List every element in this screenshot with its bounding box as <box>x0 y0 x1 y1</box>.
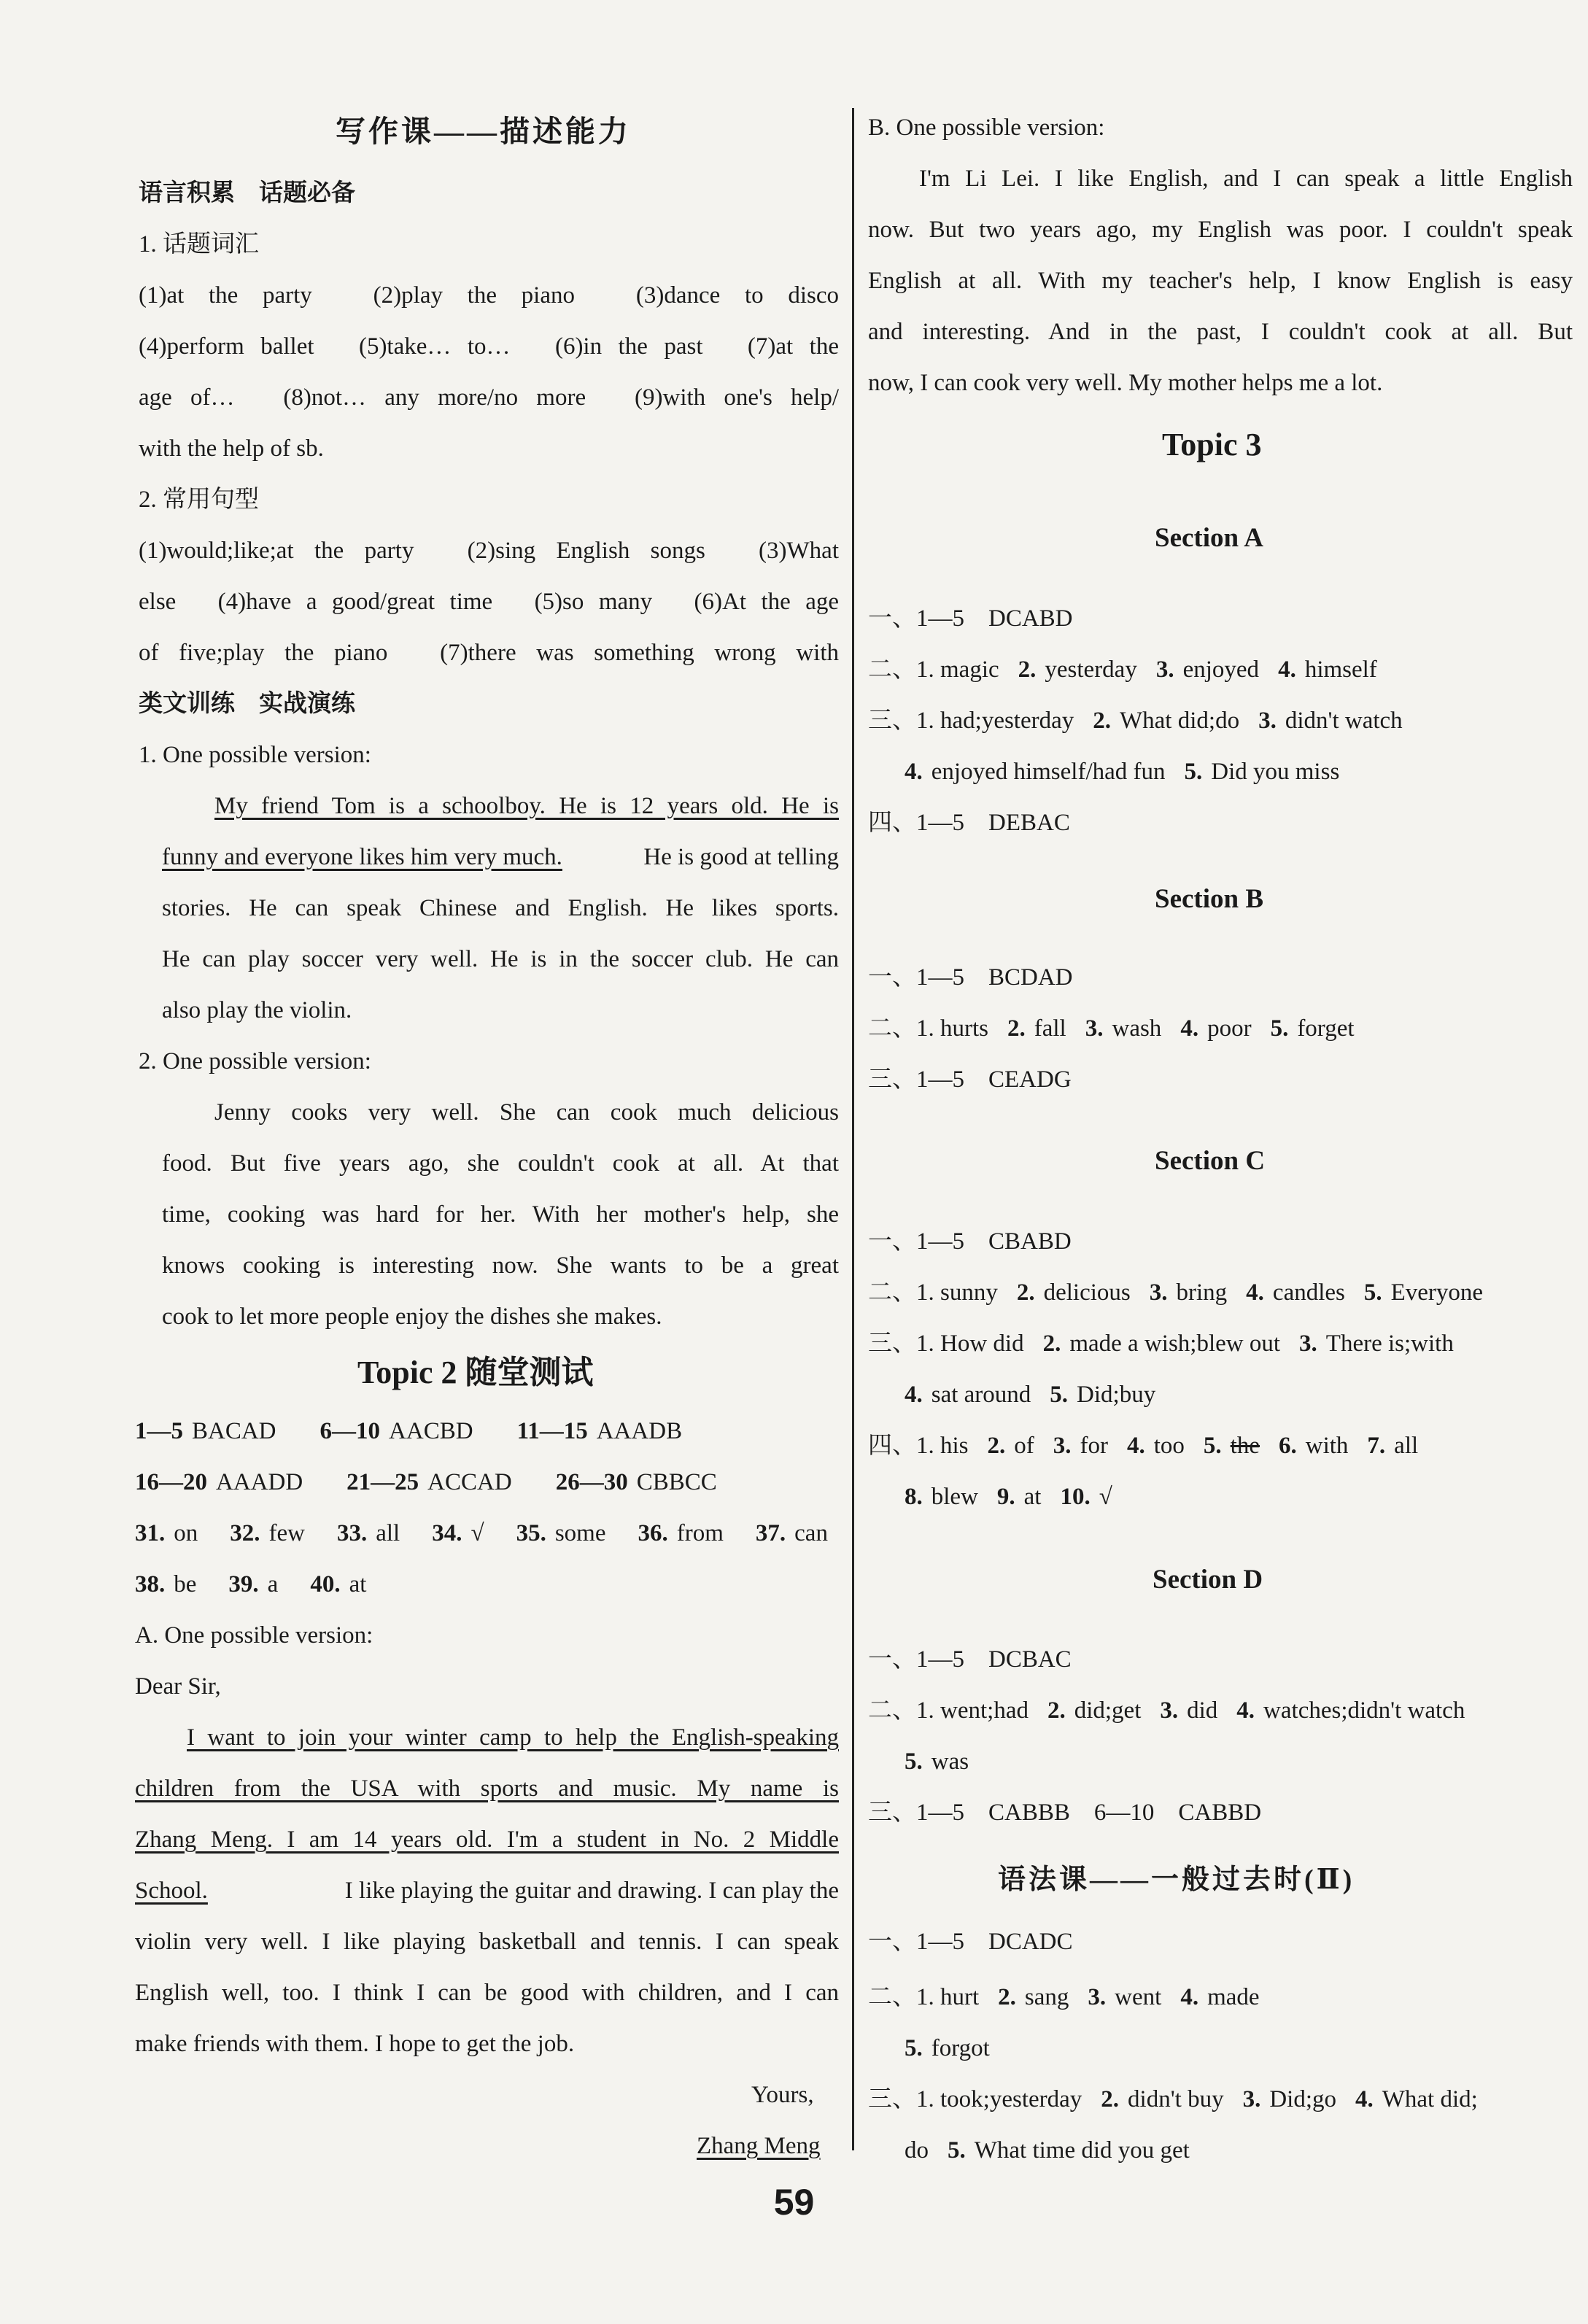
answer-number: 40. <box>310 1571 341 1597</box>
answer-value: took;yesterday <box>940 2086 1082 2112</box>
answer-row <box>905 1380 1155 1409</box>
answer-value: √ <box>470 1520 484 1546</box>
essay-line: time, cooking was hard for her. With her mother's help, she <box>162 1201 839 1228</box>
answer-number: 9. <box>996 1484 1015 1510</box>
answer-number: 3. <box>1299 1331 1317 1357</box>
essay-line: cook to let more people enjoy the dishes she makes. <box>162 1304 662 1330</box>
answer-number: 三、1. <box>868 708 934 734</box>
answer-value: didn't buy <box>1128 2086 1224 2112</box>
answer-number: 37. <box>755 1520 786 1546</box>
answer-value: watches;didn't watch <box>1263 1697 1465 1724</box>
answer-number: 8. <box>905 1484 923 1510</box>
answer-number: 3. <box>1085 1015 1104 1042</box>
letter-closing: Yours, <box>751 2082 814 2108</box>
answer-number: 3. <box>1258 708 1277 734</box>
answer-row: 四、1—5 DEBAC <box>868 810 1070 836</box>
answer-value: at <box>349 1571 367 1597</box>
answer-value: from <box>676 1520 724 1546</box>
essay-line: My friend Tom is a schoolboy. He is 12 years old. He is <box>214 793 839 819</box>
answer-number: 4. <box>1180 1984 1199 2010</box>
essay-line: stories. He can speak Chinese and English. He likes sports. <box>162 895 839 921</box>
answer-value: hurts <box>940 1015 988 1042</box>
answer-value: enjoyed himself/had fun <box>931 759 1166 785</box>
practice-heading: 类文训练 实战演练 <box>139 691 355 717</box>
answer-row <box>905 1747 969 1776</box>
answer-value: magic <box>940 656 999 683</box>
answer-value: AAADB <box>596 1418 683 1444</box>
essay-line: Jenny cooks very well. She can cook much delicious <box>214 1099 839 1126</box>
answer-row <box>905 2034 990 2063</box>
letter-line: violin very well. I like playing basketball and tennis. I can speak <box>135 1929 839 1955</box>
answer-value: on <box>174 1520 198 1546</box>
answer-text: do <box>905 2137 929 2164</box>
answer-value: What did;do <box>1120 708 1240 734</box>
answer-row: 一、1—5 DCABD <box>868 605 1073 632</box>
answer-number: 4. <box>1180 1015 1199 1042</box>
answer-value: sunny <box>940 1279 998 1306</box>
answer-number: 4. <box>1246 1279 1264 1306</box>
answer-number: 2. <box>1016 1279 1035 1306</box>
answer-row <box>868 706 1403 735</box>
answer-value: poor <box>1207 1015 1252 1042</box>
answer-value: ACCAD <box>427 1469 512 1495</box>
version-label: 2. One possible version: <box>139 1048 371 1074</box>
letter-line <box>135 1876 839 1905</box>
answer-value: was <box>931 1748 969 1775</box>
answer-number: 11—15 <box>516 1418 588 1444</box>
answer-number: 4. <box>905 1382 923 1408</box>
sentence-line: of five;play the piano (7)there was something wrong with <box>139 640 839 666</box>
essay-line: English at all. With my teacher's help, I know English is easy <box>868 268 1573 294</box>
answer-row <box>135 1417 682 1446</box>
answer-value: AAADD <box>216 1469 303 1495</box>
answer-number: 5. <box>905 1748 923 1775</box>
vocab-line: (4)perform ballet (5)take… to… (6)in the past (7)at the <box>139 333 839 360</box>
writing-title: 写作课——描述能力 <box>336 115 631 148</box>
answer-value: of <box>1014 1433 1034 1459</box>
answer-value: Did;buy <box>1077 1382 1156 1408</box>
answer-value: hurt <box>940 1984 980 2010</box>
answer-number: 7. <box>1367 1433 1386 1459</box>
answer-value: delicious <box>1043 1279 1131 1306</box>
answer-value: himself <box>1304 656 1377 683</box>
answer-number: 3. <box>1088 1984 1107 2010</box>
section-d-heading: Section D <box>1153 1565 1263 1595</box>
answer-number: 四、1. <box>868 1433 934 1459</box>
essay-line: He can play soccer very well. He is in the soccer club. He can <box>162 946 839 972</box>
answer-value: too <box>1153 1433 1185 1459</box>
answer-number: 2. <box>998 1984 1016 2010</box>
answer-value: with <box>1305 1433 1349 1459</box>
answer-value: How did <box>940 1331 1024 1357</box>
answer-row <box>135 1570 366 1599</box>
answer-number: 34. <box>432 1520 462 1546</box>
answer-number: 4. <box>1278 656 1296 683</box>
answer-value: forget <box>1297 1015 1355 1042</box>
answer-value: forgot <box>931 2035 990 2061</box>
grammar-heading: 语法课——一般过去时(Ⅱ) <box>998 1864 1355 1895</box>
essay-underlined-text: funny and everyone likes him very much. <box>162 844 562 870</box>
essay-line: I'm Li Lei. I like English, and I can speak a little English <box>919 166 1573 192</box>
answer-number: 16—20 <box>135 1469 207 1495</box>
answer-number: 2. <box>1042 1331 1061 1357</box>
answer-number: 三、1. <box>868 2086 934 2112</box>
answer-row <box>868 1983 1260 2012</box>
answer-number: 5. <box>1050 1382 1069 1408</box>
answer-row <box>868 655 1377 684</box>
answer-number: 5. <box>1363 1279 1382 1306</box>
answer-row <box>868 1278 1483 1307</box>
answer-value: sang <box>1024 1984 1069 2010</box>
answer-number: 4. <box>1236 1697 1255 1724</box>
letter-underlined-text: School. <box>135 1878 208 1904</box>
answer-number: 4. <box>1355 2086 1374 2112</box>
topic3-heading: Topic 3 <box>1162 427 1262 462</box>
answer-value: made <box>1207 1984 1260 2010</box>
answer-value: went;had <box>940 1697 1029 1724</box>
topic2-heading: Topic 2 随堂测试 <box>357 1355 594 1390</box>
answer-value: bring <box>1176 1279 1228 1306</box>
section-c-heading: Section C <box>1155 1146 1266 1176</box>
essay-line: also play the violin. <box>162 997 352 1023</box>
version-label: B. One possible version: <box>868 115 1105 141</box>
answer-row: 一、1—5 BCDAD <box>868 964 1073 991</box>
answer-row: 一、1—5 DCBAC <box>868 1646 1072 1673</box>
answer-row <box>905 1482 1112 1511</box>
answer-value: had;yesterday <box>940 708 1074 734</box>
answer-value: didn't watch <box>1285 708 1403 734</box>
answer-value: few <box>268 1520 305 1546</box>
letter-line: I want to join your winter camp to help the English-speaking <box>187 1724 839 1751</box>
answer-row: 一、1—5 DCADC <box>868 1929 1073 1955</box>
answer-number: 4. <box>905 759 923 785</box>
version-label: A. One possible version: <box>135 1622 373 1649</box>
answer-number: 38. <box>135 1571 166 1597</box>
answer-number: 31. <box>135 1520 166 1546</box>
answer-value: sat around <box>931 1382 1031 1408</box>
answer-value: some <box>554 1520 606 1546</box>
sentence-heading: 2. 常用句型 <box>139 487 259 513</box>
answer-number: 4. <box>1127 1433 1145 1459</box>
letter-line: Zhang Meng. I am 14 years old. I'm a student in No. 2 Middle <box>135 1827 839 1853</box>
answer-number: 35. <box>516 1520 546 1546</box>
page-number: 59 <box>773 2182 815 2223</box>
answer-number: 2. <box>1018 656 1037 683</box>
sentence-line: else (4)have a good/great time (5)so many (6)At the age <box>139 589 839 615</box>
vocab-line: age of… (8)not… any more/no more (9)with one's help/ <box>139 384 839 411</box>
essay-line <box>162 843 839 872</box>
answer-row: 三、1—5 CABBB 6—10 CABBD <box>868 1800 1262 1826</box>
answer-value: the <box>1230 1433 1260 1459</box>
answer-value: CBBCC <box>636 1469 717 1495</box>
answer-number: 6. <box>1279 1433 1297 1459</box>
answer-number: 三、1. <box>868 1331 934 1357</box>
essay-line: food. But five years ago, she couldn't cook at all. At that <box>162 1150 839 1177</box>
answer-value: Did you miss <box>1211 759 1340 785</box>
vocab-line: (1)at the party (2)play the piano (3)dance to disco <box>139 282 839 309</box>
answer-value: Everyone <box>1390 1279 1484 1306</box>
answer-value: his <box>940 1433 969 1459</box>
answer-row <box>905 757 1339 786</box>
answer-value: be <box>174 1571 197 1597</box>
answer-number: 21—25 <box>346 1469 419 1495</box>
answer-number: 5. <box>1184 759 1203 785</box>
answer-number: 39. <box>228 1571 259 1597</box>
answer-number: 5. <box>948 2137 966 2164</box>
answer-number: 3. <box>1053 1433 1072 1459</box>
answer-row <box>868 2085 1478 2114</box>
answer-number: 26—30 <box>555 1469 628 1495</box>
section-a-heading: Section A <box>1155 523 1264 553</box>
letter-line: make friends with them. I hope to get the job. <box>135 2031 575 2057</box>
answer-number: 2. <box>987 1433 1006 1459</box>
answer-number: 2. <box>1047 1697 1066 1724</box>
letter-text: I like playing the guitar and drawing. I can play the <box>344 1878 839 1904</box>
answer-value: fall <box>1034 1015 1066 1042</box>
answer-value: enjoyed <box>1182 656 1260 683</box>
answer-value: went <box>1115 1984 1162 2010</box>
answer-value: BACAD <box>192 1418 276 1444</box>
answer-number: 10. <box>1060 1484 1091 1510</box>
answer-row <box>868 1014 1355 1043</box>
essay-text: He is good at telling <box>643 844 839 870</box>
answer-number: 5. <box>905 2035 923 2061</box>
answer-value: There is;with <box>1325 1331 1454 1357</box>
answer-value: wash <box>1112 1015 1162 1042</box>
answer-row <box>868 1329 1454 1358</box>
answer-row <box>868 1431 1418 1460</box>
answer-number: 2. <box>1007 1015 1026 1042</box>
column-divider <box>852 108 854 2150</box>
answer-value: √ <box>1099 1484 1112 1510</box>
answer-value: blew <box>931 1484 978 1510</box>
answer-number: 3. <box>1149 1279 1168 1306</box>
answer-value: did;get <box>1074 1697 1142 1724</box>
answer-number: 1—5 <box>135 1418 183 1444</box>
answer-number: 5. <box>1270 1015 1289 1042</box>
answer-row <box>868 1696 1465 1725</box>
answer-row <box>135 1519 828 1548</box>
answer-number: 2. <box>1093 708 1112 734</box>
essay-line: and interesting. And in the past, I couldn't cook at all. But <box>868 319 1573 345</box>
answer-number: 6—10 <box>319 1418 381 1444</box>
answer-number: 36. <box>638 1520 668 1546</box>
sentence-line: (1)would;like;at the party (2)sing English songs (3)What <box>139 538 839 564</box>
letter-line: English well, too. I think I can be good with children, and I can <box>135 1980 839 2006</box>
letter-signature: Zhang Meng <box>697 2133 821 2159</box>
version-label: 1. One possible version: <box>139 742 371 768</box>
answer-value: at <box>1023 1484 1042 1510</box>
answer-number: 3. <box>1242 2086 1261 2112</box>
answer-value: What did; <box>1382 2086 1478 2112</box>
vocab-heading: 1. 话题词汇 <box>139 231 259 257</box>
answer-value: yesterday <box>1045 656 1137 683</box>
answer-number: 二、1. <box>868 1015 934 1042</box>
answer-number: 5. <box>1203 1433 1222 1459</box>
answer-row: 三、1—5 CEADG <box>868 1066 1072 1093</box>
answer-number: 二、1. <box>868 1697 934 1724</box>
answer-value: AACBD <box>389 1418 473 1444</box>
answer-number: 33. <box>336 1520 368 1546</box>
lang-heading: 语言积累 话题必备 <box>139 180 355 206</box>
answer-value: candles <box>1272 1279 1345 1306</box>
vocab-line: with the help of sb. <box>139 435 324 462</box>
answer-row <box>135 1468 717 1497</box>
essay-line: now, I can cook very well. My mother helps me a lot. <box>868 370 1383 396</box>
answer-number: 3. <box>1155 656 1174 683</box>
answer-number: 二、1. <box>868 656 934 683</box>
answer-number: 二、1. <box>868 1984 934 2010</box>
answer-value: made a wish;blew out <box>1069 1331 1281 1357</box>
answer-value: for <box>1080 1433 1108 1459</box>
answer-value: What time did you get <box>974 2137 1190 2164</box>
answer-value: all <box>376 1520 400 1546</box>
answer-row <box>905 2136 1190 2165</box>
answer-row: 一、1—5 CBABD <box>868 1228 1072 1255</box>
section-b-heading: Section B <box>1155 884 1264 914</box>
answer-value: did <box>1187 1697 1218 1724</box>
answer-value: can <box>794 1520 828 1546</box>
answer-value: Did;go <box>1269 2086 1336 2112</box>
essay-line: knows cooking is interesting now. She wants to be a great <box>162 1252 839 1279</box>
letter-greeting: Dear Sir, <box>135 1673 221 1700</box>
answer-value: a <box>267 1571 279 1597</box>
answer-value: all <box>1394 1433 1419 1459</box>
answer-number: 32. <box>230 1520 260 1546</box>
essay-line: now. But two years ago, my English was poor. I couldn't speak <box>868 217 1573 243</box>
answer-number: 3. <box>1160 1697 1179 1724</box>
answer-number: 二、1. <box>868 1279 934 1306</box>
letter-line: children from the USA with sports and music. My name is <box>135 1775 839 1802</box>
answer-number: 2. <box>1101 2086 1120 2112</box>
